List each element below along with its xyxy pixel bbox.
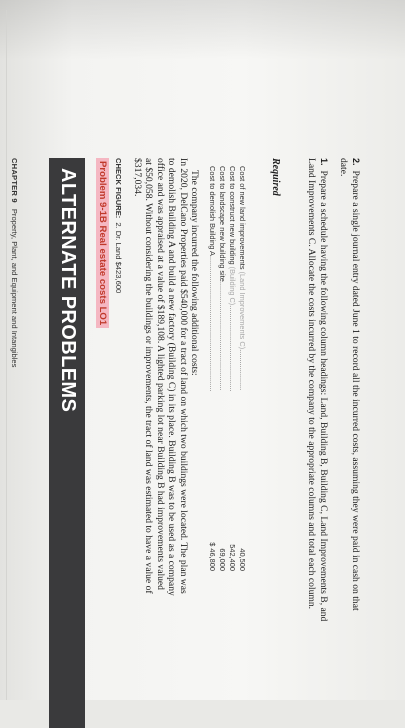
chapter-header — [10, 158, 19, 367]
leader-dots: .................................................................. — [208, 255, 217, 392]
check-figure — [114, 158, 123, 293]
problem-title-text: Problem 9-1B Real estate costs LO1 — [96, 158, 109, 328]
cost-label: Cost of new land improvements — [238, 166, 247, 272]
check-figure-value: 2. Dr. Land $423,600 — [114, 222, 123, 294]
cost-label: Cost to landscape new building site — [218, 166, 227, 282]
required-item — [338, 158, 361, 628]
required-item-number: 1. — [319, 158, 329, 166]
cost-amount: 542,400 — [228, 544, 237, 571]
leader-dots: .................... — [238, 349, 247, 391]
leader-dots: .......................................... — [228, 305, 237, 392]
section-title: ALTERNATE PROBLEMS — [57, 168, 79, 413]
chapter-label: CHAPTER 9 — [10, 158, 19, 203]
required-item-number: 2. — [351, 158, 361, 166]
required-item-text: Prepare a schedule having the following column headings: Land, Building B, Building C, Land Improvements B, and Land Improvements C. Allocate the costs incurred by the company to the appropriate columns and total each column. — [306, 158, 329, 622]
leader-dots: ..................................................... — [218, 281, 227, 391]
cost-label-faded: (Land Improvements C) — [238, 271, 247, 350]
cost-row — [228, 166, 237, 571]
cost-row — [238, 166, 247, 571]
required-item-text: Prepare a single journal entry dated June 1 to record all the incurred costs, assuming they were paid in cash on that date. — [338, 158, 361, 611]
problem-body — [131, 158, 189, 598]
problem-body-text: In 2020, DelCano Properties paid $540,000 for a tract of land on which two buildings were located. The plan was to demolish Building A and build a new factory (Building C) in its place. Building B was to be used as a company office and was appraised at a value of $189,108. A lighted parking lot near Building B had improvements valued at $50,058. Without considering the buildings or improvements, the tract of land was estimated to have a value of $317,034. — [131, 158, 189, 596]
cost-amount: 69,000 — [218, 548, 227, 571]
incurred-costs-intro: The company incurred the following additional costs: — [189, 170, 200, 376]
cost-label: Cost to demolish Building A — [208, 166, 217, 256]
cost-row — [208, 166, 217, 571]
cost-label-faded: (Building C) — [228, 266, 237, 306]
required-heading: Required — [270, 158, 281, 196]
cost-row — [218, 166, 227, 571]
chapter-title: Property, Plant, and Equipment and Intangibles — [10, 208, 19, 368]
cost-label: Cost to construct new building — [228, 166, 237, 267]
problem-title — [97, 158, 108, 328]
check-figure-label: CHECK FIGURE: — [114, 158, 123, 219]
margin-rule — [6, 10, 7, 700]
cost-amount: $ 46,800 — [208, 542, 217, 571]
required-item — [306, 158, 329, 628]
cost-amount: 40,500 — [238, 548, 247, 571]
